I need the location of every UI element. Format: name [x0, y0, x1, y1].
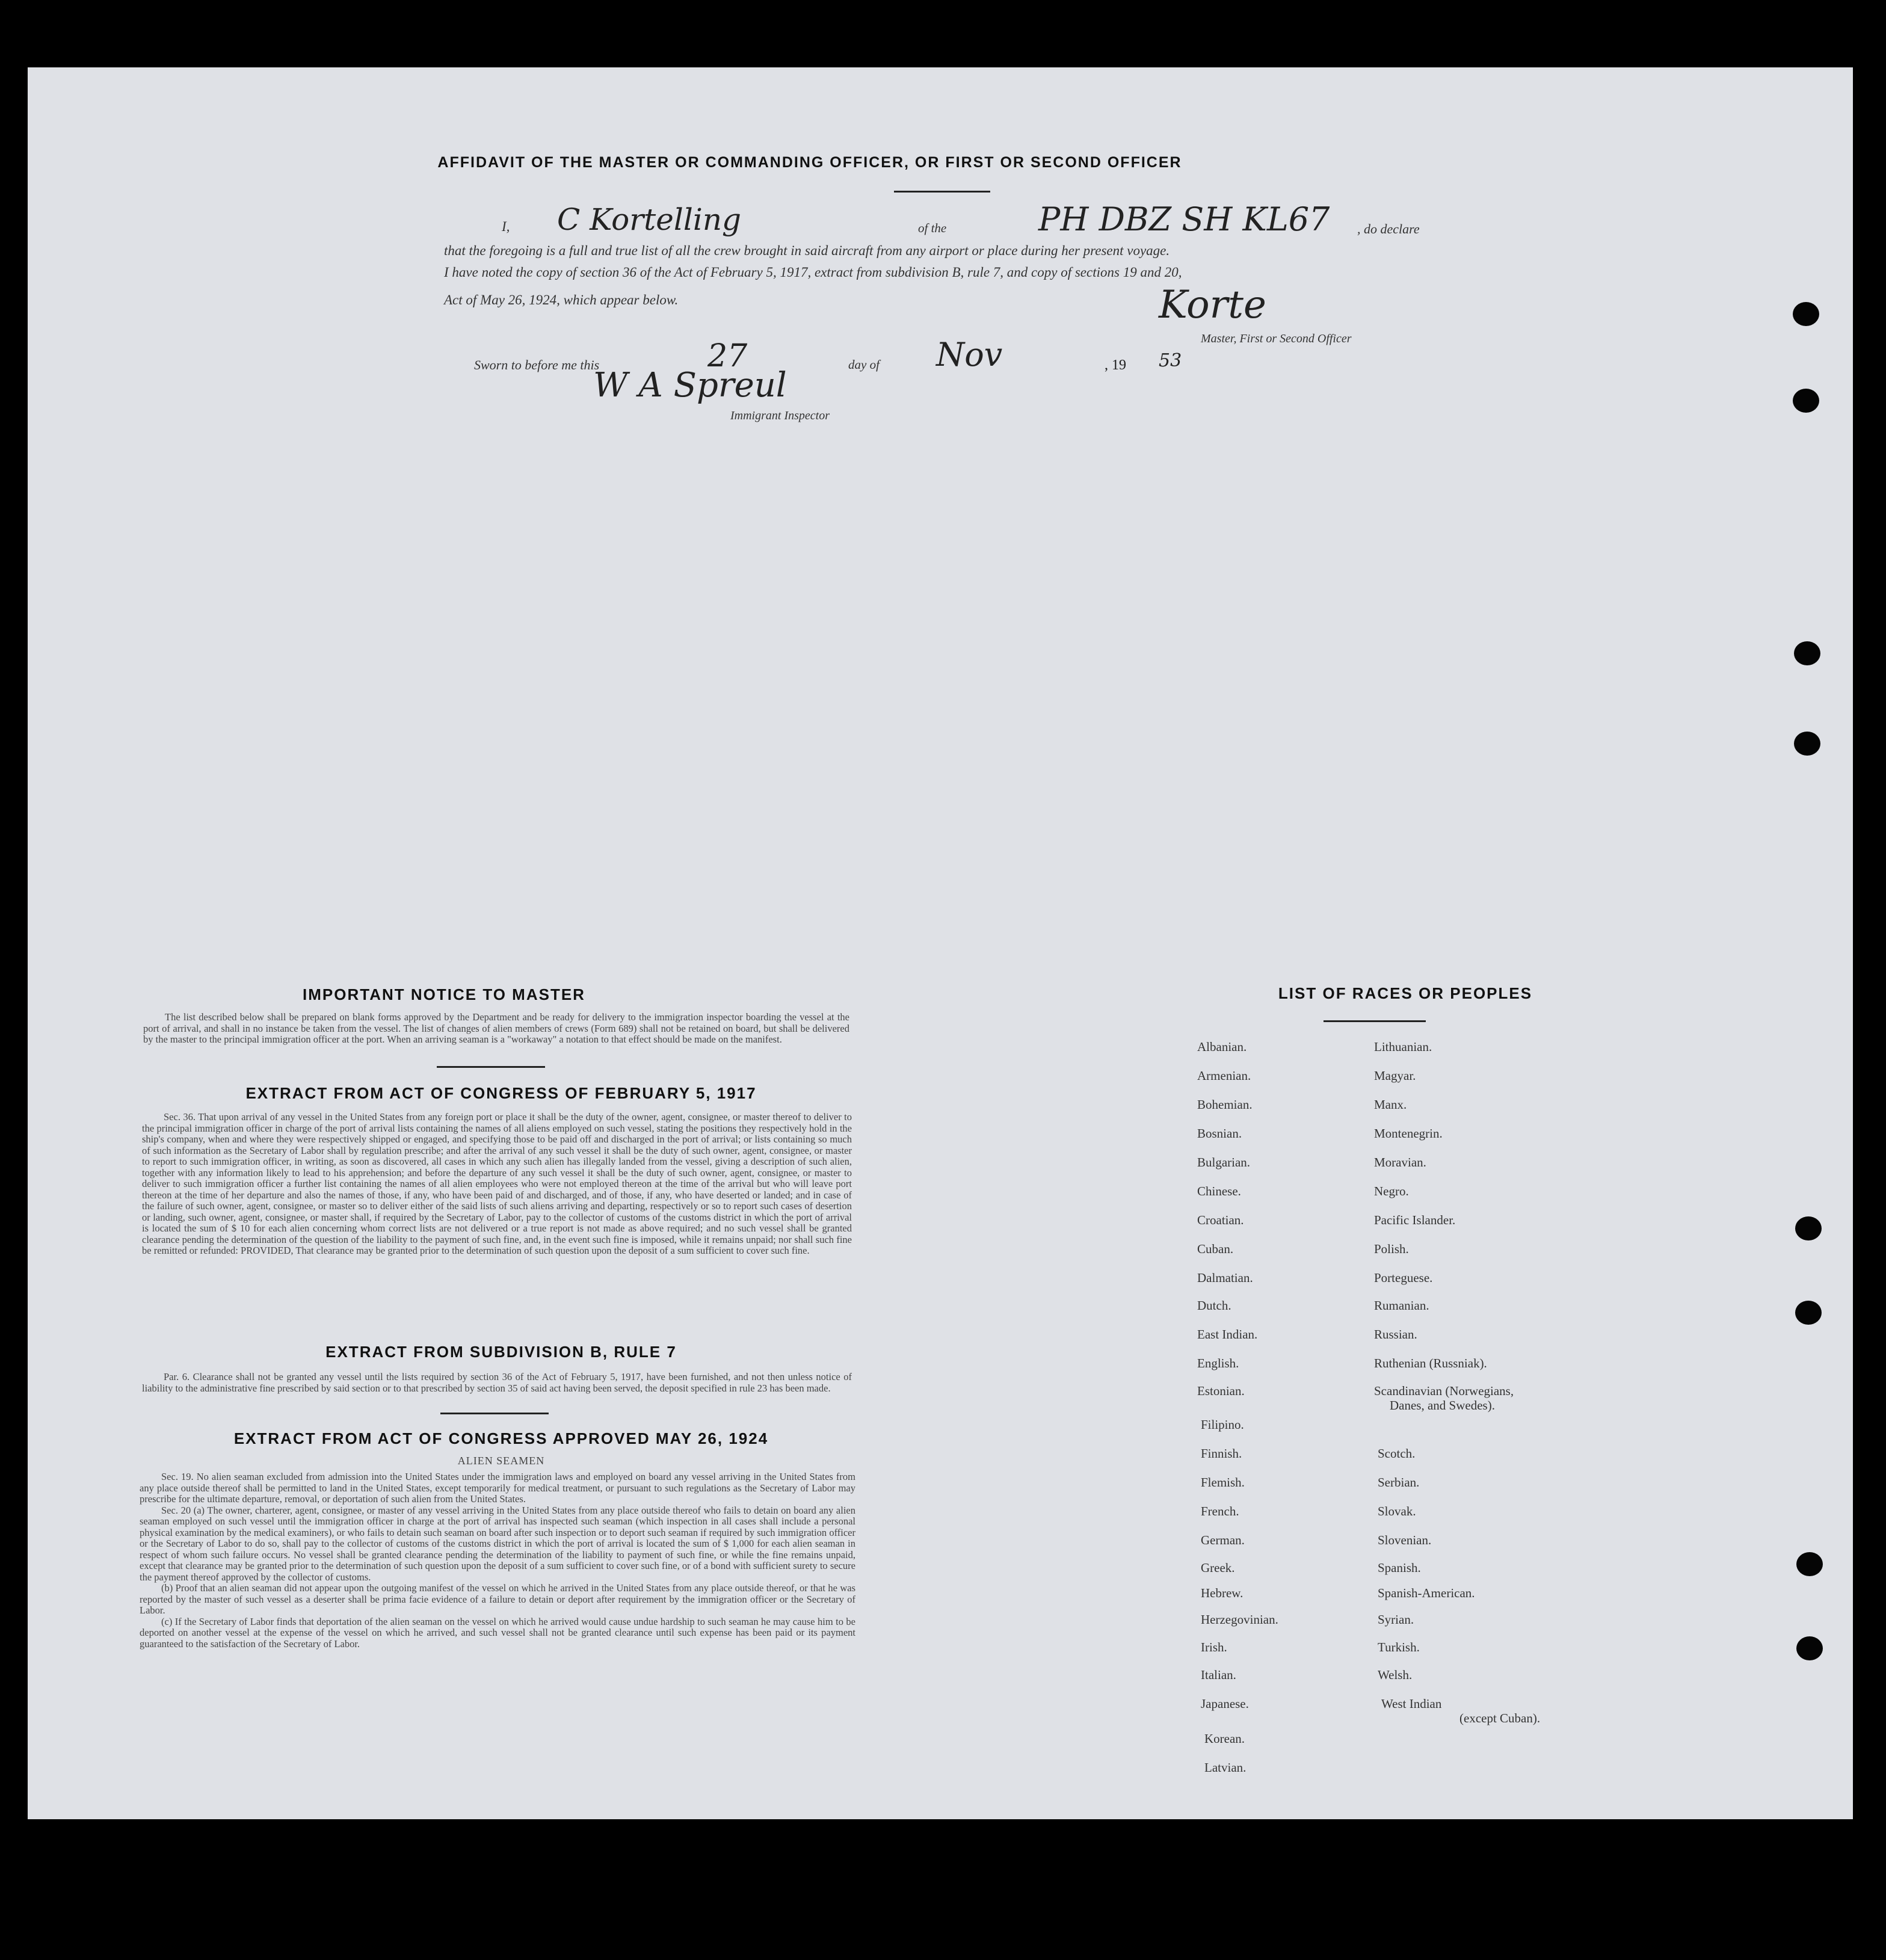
- race-item: Finnish.: [1201, 1446, 1242, 1461]
- race-item: Spanish.: [1378, 1561, 1421, 1575]
- race-item: Hebrew.: [1201, 1586, 1243, 1600]
- races-title-rule: [1324, 1020, 1426, 1022]
- race-item: Filipino.: [1201, 1417, 1244, 1432]
- race-item: Herzegovinian.: [1201, 1612, 1278, 1627]
- extract-1924-title: EXTRACT FROM ACT OF CONGRESS APPROVED MAY 26, 1924: [233, 1429, 769, 1447]
- race-item: Chinese.: [1197, 1184, 1241, 1198]
- race-item: Lithuanian.: [1374, 1040, 1432, 1054]
- race-item: Dalmatian.: [1197, 1271, 1253, 1285]
- race-item: Scotch.: [1378, 1446, 1416, 1461]
- affidavit-title-rule: [894, 191, 990, 193]
- affidavit-line-3: I have noted the copy of section 36 of the Act of February 5, 1917, extract from subdivision B, rule 7, and copy of sections 19 and 20,: [444, 265, 1182, 280]
- race-item: French.: [1201, 1504, 1239, 1518]
- race-item: Bosnian.: [1197, 1126, 1242, 1141]
- affidavit-do-declare: , do declare: [1357, 221, 1420, 236]
- aircraft-ids-handwritten: PH DBZ SH KL67: [1038, 200, 1330, 238]
- race-item: Scandinavian (Norwegians,: [1374, 1384, 1514, 1398]
- affidavit-of-the: of the: [918, 221, 947, 235]
- binder-hole: [1796, 1636, 1823, 1660]
- sworn-text: Sworn to before me this: [474, 357, 600, 372]
- rule7-rule: [440, 1413, 549, 1414]
- extract-1924-body: [140, 1472, 855, 1650]
- notice-rule: [437, 1066, 545, 1068]
- master-signature: Korte: [1159, 283, 1266, 327]
- binder-hole: [1794, 732, 1820, 756]
- race-item: Slovenian.: [1378, 1533, 1432, 1547]
- extract-rule7-title: EXTRACT FROM SUBDIVISION B, RULE 7: [325, 1343, 677, 1361]
- race-item: Turkish.: [1378, 1640, 1420, 1654]
- race-item: Dutch.: [1197, 1298, 1231, 1313]
- affidavit-title: AFFIDAVIT OF THE MASTER OR COMMANDING OFFICER, OR FIRST OR SECOND OFFICER: [437, 154, 1182, 171]
- binder-hole: [1793, 302, 1819, 326]
- binder-hole: [1794, 641, 1820, 665]
- race-item: Magyar.: [1374, 1068, 1416, 1083]
- race-item: Bohemian.: [1197, 1097, 1253, 1112]
- race-item: Ruthenian (Russniak).: [1374, 1356, 1487, 1370]
- extract-1924-sec20b: (b) Proof that an alien seaman did not appear upon the outgoing manifest of the vessel on which he arrived in the United States from any place outside thereof, or that he was reported by the master of such vessel as a deserter shall be prima facie evidence of a failure to detain or deport after requirement by the immigration officer or the Secretary of Labor.: [140, 1582, 855, 1616]
- inspector-caption: Immigrant Inspector: [730, 409, 830, 422]
- document-page: [28, 67, 1853, 1819]
- extract-rule7-text: Par. 6. Clearance shall not be granted any vessel until the lists required by section 36 of the Act of February 5, 1917, have been furnished, and not then unless notice of liability to the administrative fine prescribed by said section or to that prescribed by section 35 of said act having been served, the deposit specified in rule 23 has been made.: [142, 1371, 852, 1394]
- sworn-month-handwritten: Nov: [936, 336, 1003, 374]
- race-item: English.: [1197, 1356, 1239, 1370]
- race-item: West Indian: [1381, 1697, 1442, 1711]
- race-item: Flemish.: [1201, 1475, 1245, 1490]
- sworn-year-handwritten: 53: [1159, 350, 1182, 371]
- affidavit-line-2: that the foregoing is a full and true list of all the crew brought in said aircraft from any airport or place during her present voyage.: [444, 243, 1170, 258]
- race-item: Slovak.: [1378, 1504, 1416, 1518]
- race-item: Polish.: [1374, 1242, 1409, 1256]
- race-item: Japanese.: [1201, 1697, 1249, 1711]
- sworn-day-handwritten: 27: [707, 338, 748, 374]
- binder-hole: [1793, 389, 1819, 413]
- binder-hole: [1795, 1216, 1822, 1240]
- extract-1917-text: Sec. 36. That upon arrival of any vessel in the United States from any foreign port or place it shall be the duty of the owner, agent, consignee, or master thereof to deliver to the principal immigration officer in charge of the port of arrival lists containing the names of all aliens employed on such vessel, stating the positions they respectively hold in the ship's company, when and where they were respectively shipped or engaged, and specifying those to be paid off and discharged in the port of arrival; or lists containing so much of such information as the Secretary of Labor shall by regulation prescribe; and after the arrival of any such vessel it shall be the duty of such owner, agent, consignee, or master to report to such immigration officer, in writing, as soon as discovered, all cases in which any such alien has illegally landed from the vessel, giving a description of such alien, together with any information likely to lead to his apprehension; and before the departure of any such vessel it shall be the duty of such owner, agent, consignee, or master to deliver to such immigration officer a further list containing the names of all alien employees who were not employed thereon at the time of the arrival but who will leave port thereon at the time of her departure and also the names of those, if any, who have been paid of and discharged, and of those, if any, who have deserted or landed; and in case of the failure of such owner, agent, consignee, or master so to deliver either of the said lists of such aliens arriving and departing, respectively or so to report such cases of desertion or landing, such owner, agent, consignee, or master shall, if required by the Secretary of Labor, pay to the collector of customs of the customs district in which the port of arrival is located the sum of $ 10 for each alien concerning whom correct lists are not delivered or a true report is not made as above required; and no such vessel shall be granted clearance pending the determination of the question of the liability to the payment of such fine, and, in the event such fine is imposed, while it remains unpaid; nor shall such fine be remitted or refunded: PROVIDED, That clearance may be granted prior to the determination of such question upon the deposit of a sum sufficient to cover such fine.: [142, 1111, 852, 1256]
- race-item: Greek.: [1201, 1561, 1235, 1575]
- race-item: Pacific Islander.: [1374, 1213, 1456, 1227]
- race-item: Russian.: [1374, 1327, 1417, 1342]
- sworn-year-prefix: , 19: [1105, 357, 1126, 373]
- race-item: Syrian.: [1378, 1612, 1414, 1627]
- race-item: Irish.: [1201, 1640, 1227, 1654]
- race-item: Bulgarian.: [1197, 1155, 1251, 1170]
- race-item: Negro.: [1374, 1184, 1409, 1198]
- race-item: Serbian.: [1378, 1475, 1420, 1490]
- race-item: Korean.: [1204, 1731, 1245, 1746]
- extract-1924-sec20a: Sec. 20 (a) The owner, charterer, agent, consignee, or master of any vessel arriving in the United States from any place outside thereof who fails to detain on board any alien seaman employed on such vessel until the immigration officer in charge at the port of arrival has inspected such seaman (which inspection in all cases shall include a personal physical examination by the medical examiners), or who fails to detain such seaman on board after such inspection or to deport such seaman if required by such immigration officer or the Secretary of Labor to do so, shall pay to the collector of customs of the customs district in which the port of arrival is located the sum of $ 1,000 for each alien seaman in respect of whom such failure occurs. No vessel shall be granted clearance pending the determination of the liability to payment of such fine, or while the fine remains unpaid, except that clearance may be granted prior to the determination of such question upon the deposit of a sum sufficient to cover such fine, or of a bond with sufficient surety to secure the payment thereof approved by the collector of customs.: [140, 1504, 855, 1583]
- extract-1924-sec20c: (c) If the Secretary of Labor finds that deportation of the alien seaman on the vessel on which he arrived would cause undue hardship to such seaman he may cause him to be deported on another vessel at the expense of the vessel on which he arrived, and such vessel shall not be granted clearance until such expense has been paid or its payment guaranteed to the satisfaction of the Secretary of Labor.: [140, 1615, 855, 1650]
- race-item: (except Cuban).: [1459, 1711, 1541, 1725]
- race-item: East Indian.: [1197, 1327, 1258, 1342]
- affidavit-line-4: Act of May 26, 1924, which appear below.: [444, 292, 679, 307]
- race-item: Porteguese.: [1374, 1271, 1433, 1285]
- race-item: Rumanian.: [1374, 1298, 1429, 1313]
- binder-hole: [1796, 1552, 1823, 1576]
- race-item: German.: [1201, 1533, 1245, 1547]
- race-item: Welsh.: [1378, 1668, 1413, 1682]
- race-item: Estonian.: [1197, 1384, 1245, 1398]
- extract-1924-subtitle: ALIEN SEAMEN: [457, 1455, 545, 1467]
- race-item: Manx.: [1374, 1097, 1407, 1112]
- race-item: Cuban.: [1197, 1242, 1234, 1256]
- race-item: Moravian.: [1374, 1155, 1426, 1170]
- race-item: Montenegrin.: [1374, 1126, 1443, 1141]
- master-caption: Master, First or Second Officer: [1201, 332, 1352, 345]
- sworn-day-of: day of: [848, 357, 880, 372]
- affidavit-i: I,: [502, 219, 510, 234]
- race-item: Albanian.: [1197, 1040, 1247, 1054]
- race-item: Italian.: [1201, 1668, 1236, 1682]
- race-item: Croatian.: [1197, 1213, 1244, 1227]
- races-title: LIST OF RACES OR PEOPLES: [1278, 984, 1533, 1002]
- race-item: Armenian.: [1197, 1068, 1251, 1083]
- inspector-signature: W A Spreul: [593, 366, 787, 405]
- notice-text: The list described below shall be prepared on blank forms approved by the Department and be ready for delivery to the immigration inspector boarding the vessel at the port of arrival, and shall in no instance be taken from the vessel. The list of changes of alien members of crews (Form 689) shall not be retained on board, but shall be delivered by the master to the principal immigration officer at the port. When an arriving seaman is a "workaway" a notation to that effect should be made on the manifest.: [143, 1011, 849, 1045]
- signer-name-handwritten: C Kortelling: [557, 202, 742, 237]
- race-item: Spanish-American.: [1378, 1586, 1475, 1600]
- extract-1917-title: EXTRACT FROM ACT OF CONGRESS OF FEBRUARY 5, 1917: [245, 1084, 757, 1102]
- extract-1924-sec19: Sec. 19. No alien seaman excluded from admission into the United States under the immigration laws and employed on board any vessel arriving in the United States from any place outside thereof shall be permitted to land in the United States, except temporarily for medical treatment, or pursuant to such regulations as the Secretary of Labor may prescribe for the ultimate departure, removal, or deportation of such alien from the United States.: [140, 1471, 855, 1505]
- binder-hole: [1795, 1301, 1822, 1325]
- notice-title: IMPORTANT NOTICE TO MASTER: [303, 985, 585, 1003]
- race-item: Danes, and Swedes).: [1390, 1398, 1495, 1413]
- race-item: Latvian.: [1204, 1760, 1247, 1775]
